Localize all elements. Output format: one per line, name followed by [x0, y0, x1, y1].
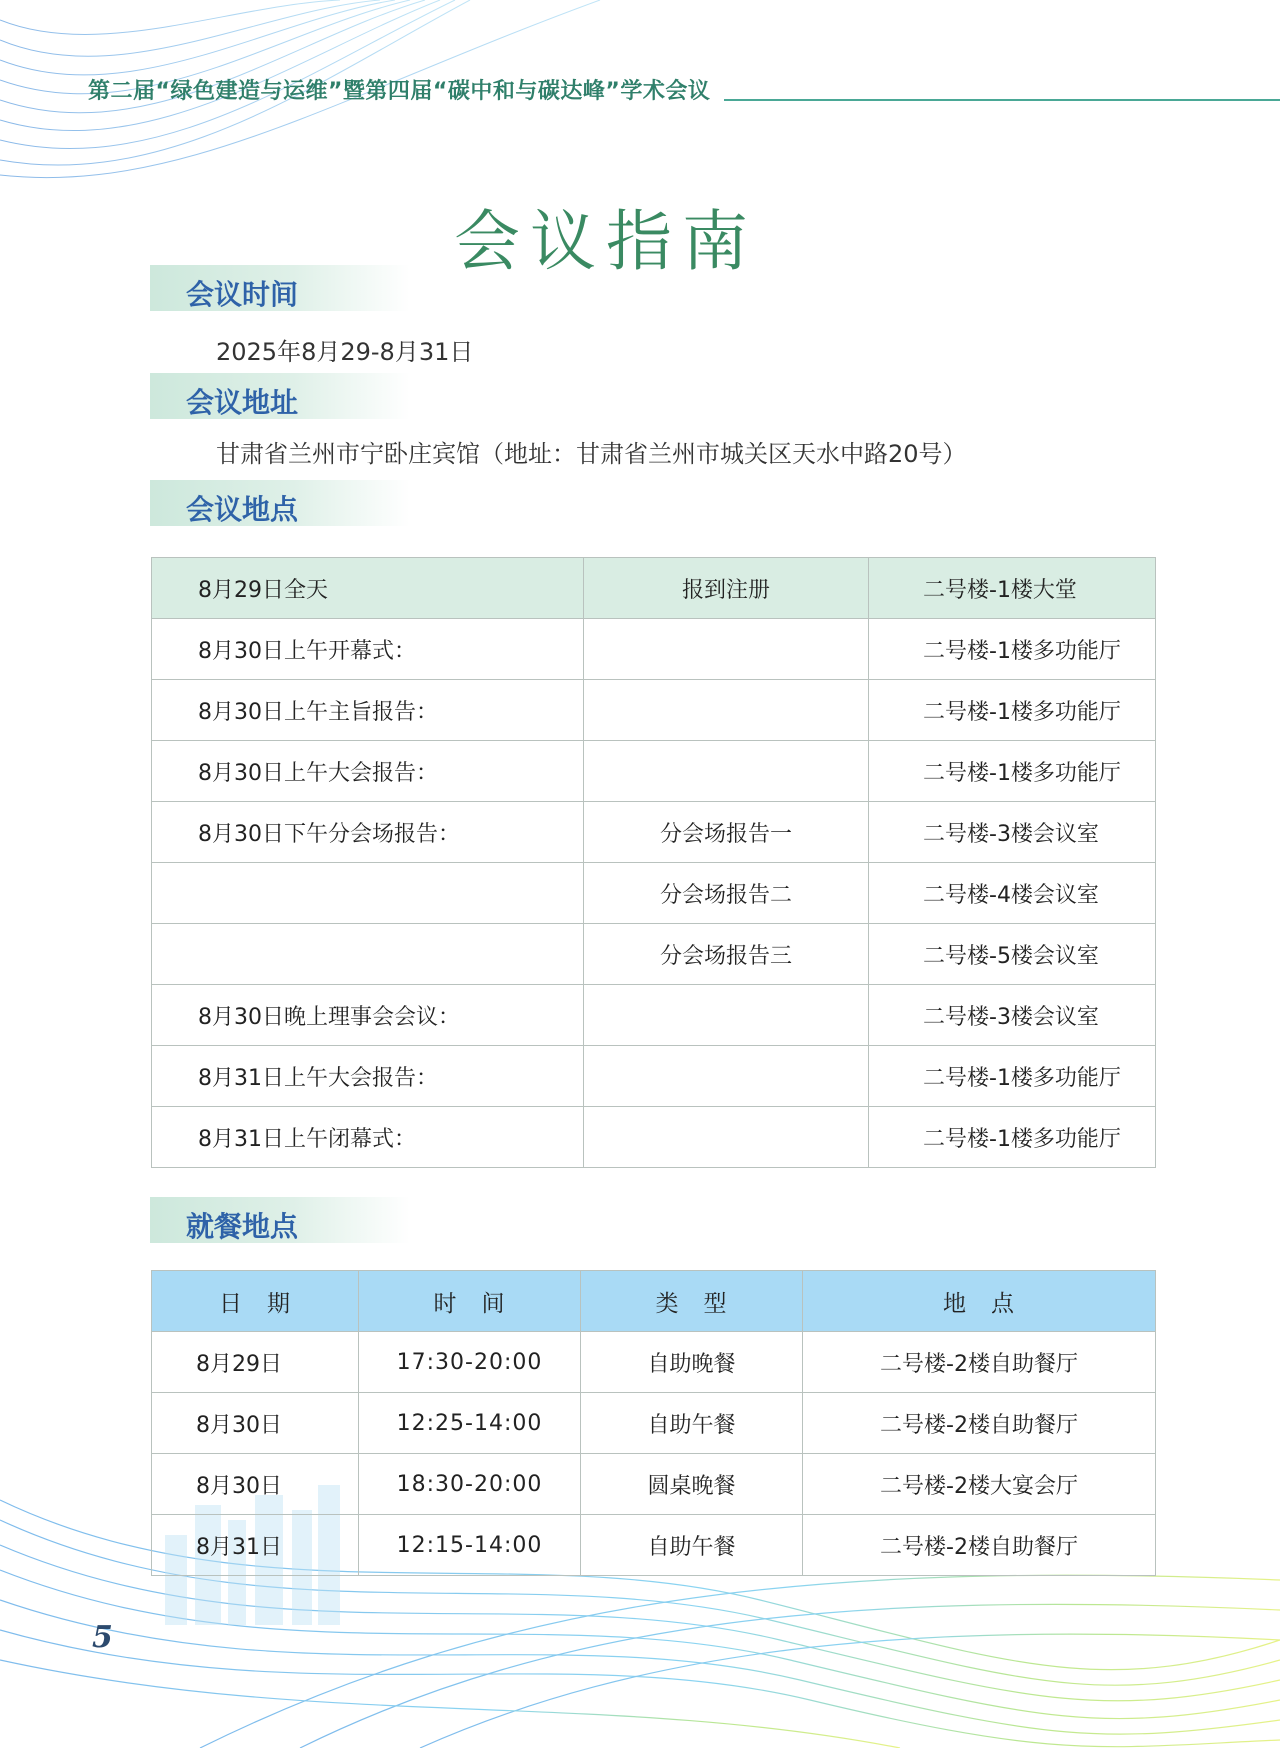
venue-cell: 8月30日下午分会场报告： [152, 802, 584, 863]
venue-cell: 二号楼-3楼会议室 [869, 802, 1156, 863]
table-row [152, 1046, 1156, 1107]
meal-cell: 8月30日 [152, 1454, 359, 1515]
meal-cell: 18:30-20:00 [359, 1454, 581, 1515]
section-heading-meal [150, 1197, 410, 1243]
meal-cell: 8月29日 [152, 1332, 359, 1393]
meal-cell: 8月30日 [152, 1393, 359, 1454]
venue-cell [584, 680, 869, 741]
meal-cell: 自助午餐 [581, 1393, 803, 1454]
table-row [152, 619, 1156, 680]
meal-cell: 自助晚餐 [581, 1332, 803, 1393]
venue-cell [584, 1046, 869, 1107]
section-heading-venue-label: 会议地点 [186, 493, 299, 526]
venue-cell: 分会场报告二 [584, 863, 869, 924]
venue-table [151, 557, 1156, 1168]
venue-cell: 8月30日晚上理事会会议： [152, 985, 584, 1046]
meal-cell: 8月31日 [152, 1515, 359, 1576]
venue-cell: 二号楼-4楼会议室 [869, 863, 1156, 924]
table-row [152, 924, 1156, 985]
page-title: 会议指南 [454, 203, 758, 280]
venue-cell: 二号楼-1楼多功能厅 [869, 619, 1156, 680]
venue-cell: 8月30日上午主旨报告： [152, 680, 584, 741]
column-header: 时 间 [359, 1271, 581, 1332]
section-heading-address-label: 会议地址 [186, 386, 299, 419]
section-heading-address [150, 373, 410, 419]
section-heading-time [150, 265, 410, 311]
venue-cell: 8月31日上午大会报告： [152, 1046, 584, 1107]
column-header: 类 型 [581, 1271, 803, 1332]
meal-cell: 12:25-14:00 [359, 1393, 581, 1454]
table-row [152, 1332, 1156, 1393]
venue-cell: 二号楼-1楼多功能厅 [869, 741, 1156, 802]
venue-cell: 报到注册 [584, 558, 869, 619]
table-row [152, 680, 1156, 741]
section-heading-meal-label: 就餐地点 [186, 1210, 299, 1243]
venue-cell: 8月29日全天 [152, 558, 584, 619]
table-row [152, 741, 1156, 802]
column-header: 日 期 [152, 1271, 359, 1332]
venue-cell [584, 741, 869, 802]
meal-cell: 二号楼-2楼自助餐厅 [803, 1393, 1156, 1454]
venue-cell: 二号楼-1楼多功能厅 [869, 1046, 1156, 1107]
table-row [152, 1454, 1156, 1515]
venue-cell [584, 985, 869, 1046]
column-header: 地 点 [803, 1271, 1156, 1332]
venue-cell: 二号楼-1楼大堂 [869, 558, 1156, 619]
venue-cell: 二号楼-5楼会议室 [869, 924, 1156, 985]
venue-cell: 8月30日上午开幕式： [152, 619, 584, 680]
meal-cell: 圆桌晚餐 [581, 1454, 803, 1515]
venue-cell [584, 619, 869, 680]
meal-table [151, 1270, 1156, 1576]
table-row [152, 863, 1156, 924]
venue-cell: 8月30日上午大会报告： [152, 741, 584, 802]
venue-cell [584, 1107, 869, 1168]
venue-cell [152, 924, 584, 985]
page-number: 5 [92, 1620, 113, 1655]
venue-cell: 分会场报告一 [584, 802, 869, 863]
conference-address: 甘肃省兰州市宁卧庄宾馆（地址：甘肃省兰州市城关区天水中路20号） [216, 440, 967, 468]
meal-cell: 二号楼-2楼自助餐厅 [803, 1332, 1156, 1393]
table-row [152, 1515, 1156, 1576]
section-heading-time-label: 会议时间 [186, 278, 299, 311]
meal-cell: 自助午餐 [581, 1515, 803, 1576]
venue-cell: 二号楼-1楼多功能厅 [869, 680, 1156, 741]
table-row [152, 1107, 1156, 1168]
meal-cell: 17:30-20:00 [359, 1332, 581, 1393]
conference-header: 第二届“绿色建造与运维”暨第四届“碳中和与碳达峰”学术会议 [88, 79, 711, 104]
table-row [152, 802, 1156, 863]
meal-cell: 12:15-14:00 [359, 1515, 581, 1576]
table-row [152, 558, 1156, 619]
header-divider [724, 99, 1280, 101]
venue-cell [152, 863, 584, 924]
meal-cell: 二号楼-2楼大宴会厅 [803, 1454, 1156, 1515]
table-row [152, 985, 1156, 1046]
section-heading-venue [150, 480, 410, 526]
table-header-row [152, 1271, 1156, 1332]
venue-cell: 8月31日上午闭幕式： [152, 1107, 584, 1168]
conference-date: 2025年8月29-8月31日 [216, 338, 474, 366]
meal-cell: 二号楼-2楼自助餐厅 [803, 1515, 1156, 1576]
venue-cell: 二号楼-3楼会议室 [869, 985, 1156, 1046]
table-row [152, 1393, 1156, 1454]
venue-cell: 分会场报告三 [584, 924, 869, 985]
venue-cell: 二号楼-1楼多功能厅 [869, 1107, 1156, 1168]
